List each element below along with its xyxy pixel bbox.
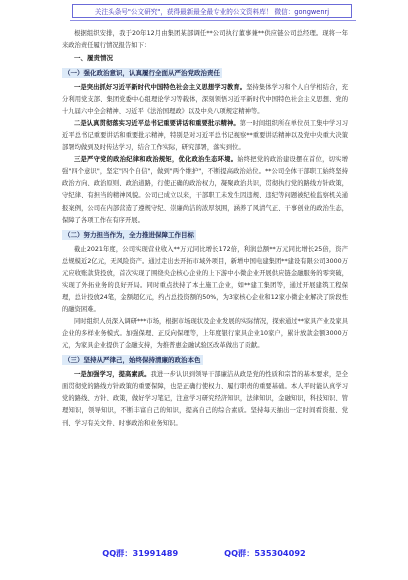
document-body [62,28,348,534]
paragraph-1-body: 坚持集体学习和个人自学相结合，充分利用党支部、集团党委中心组理论学习等载体，深刻领悟习近平新时代中国特色社会主义思想、党的十九届六中全会精神、习近平《法治国理政》以及中央八项规定精神等。 [62,83,349,115]
subheading-1-text: （一）强化政治意识，认真履行全面从严治党政治责任 [64,68,220,77]
promo-banner-text: 关注头条号"公文研究"，获得最新最全最专业的公文资料库！ 微信：gongwenrj [94,8,330,16]
paragraph-5: 同时组织人员深入调研***市场，根据市场现状及企业发展的实际情况，探索通过**家具产业及家具企业的多样业务模式。加强保理、正反向保理等，上年度银行家具企业10家户，累计放款金额3000万元，为家具企业提供了金融支持，为推普惠金融试验区改革做出了贡献。 [62,318,348,350]
subheading-3-text: （三）坚持从严律己，始终保持清廉的政治本色 [64,356,201,365]
subheading-3 [62,355,348,367]
intro-paragraph: 根据组织安排，我于20年12月由集团某部调任**公司执行董事兼**供应链公司总经理。现将一年来政治责任履行情况报告如下： [62,30,348,50]
footer [0,548,408,564]
paragraph-2-lead: 二是认真贯彻落实习近平总书记重要讲话和重要批示精神。 [74,119,240,127]
qq-group-2: QQ群：535304092 [224,548,306,558]
section-heading-1: 一、履责情况 [74,54,113,63]
paragraph-2-body: 第一时间组织所在单位员工集中学习习近平总书记重要讲话和重要批示精神，特别是对习近平总书记视察**重要讲话精神以及党中央重大决策部署均做到及时传达学习，结合工作实际，研究部署，落实到位。 [62,119,349,152]
subheading-2 [62,230,348,242]
paragraph-3-lead: 三是严守党的政治纪律和政治规矩，优化政治生态环境。 [74,156,238,164]
paragraph-6-body: 我进一步认识到领导干部廉洁从政是党的性质和宗旨的基本要求，是全面贯彻党的路线方针政策的重要保障，也是正确行使权力、履行职责的重要基础。本人平时能认真学习党的路线、方针、政策，做好学习笔记，注意学习研究经济知识，法律知识，金融知识，科技知识、管理知识，领导知识，不断丰富自己的知识，提高自己的综合素质。坚持每天抽出一定时间看资报、党刊、学习有关文件、时事政治和业务知识。 [62,371,349,427]
subheading-1 [62,68,348,80]
paragraph-3-body: 始终把党的政治建设摆在首位，切实增强"四个意识"，坚定"四个自信"，做到"两个维护"，不断提高政治站位。**公司全体干部职工始终坚持政治方向、政治原则、政治道路，行使正确的政治权力，凝聚政治共识，贯彻执行党的路线方针政策，守纪律、有担当的精神风貌。公司已成立以来，干部职工未发生因违规、违纪等问题被纪检监察机关通报案例，公司在内部营造了遵规守纪、崇廉尚洁的浓厚氛围，涵养了风清气正、干事创业的政治生态，保障了各项工作在有序开展。 [62,156,349,224]
paragraph-6-lead: 一是加强学习，提高素质。 [74,371,151,379]
paragraph-3 [62,154,348,227]
promo-banner [72,4,352,18]
paragraph-1-lead: 一是突出抓好习近平新时代中国特色社会主义思想学习教育。 [74,83,247,91]
qq-group-1: QQ群：31991489 [102,548,179,558]
paragraph-4: 截止2021年度，公司实现营业收入**万元同比增长172倍，利润总额**万元同比增长25倍，资产总规模近2亿元，无风险资产。通过走出去开拓市域外项目，新增中国电建集团**建设有限公司3000万元应收账款贷投放，首次实现了围绕央企核心企业的上下游中小微企业开展供应链金融服务的零突破，实现了外拓业务的良好开局。同时重点扶持了本土施工企业，如**建工集团等，通过开展建筑工程保理，总计投放24笔，金额超亿元，约占总投资额的50%，为3家核心企业和12家小微企业解决了阶段性的融资困难。 [62,245,348,313]
paragraph-6 [62,369,348,429]
paragraph-1 [62,82,348,118]
paragraph-2 [62,118,348,154]
header-divider [70,20,356,21]
subheading-2-text: （二）努力担当作为，全力推进保障工作目标 [64,230,194,239]
